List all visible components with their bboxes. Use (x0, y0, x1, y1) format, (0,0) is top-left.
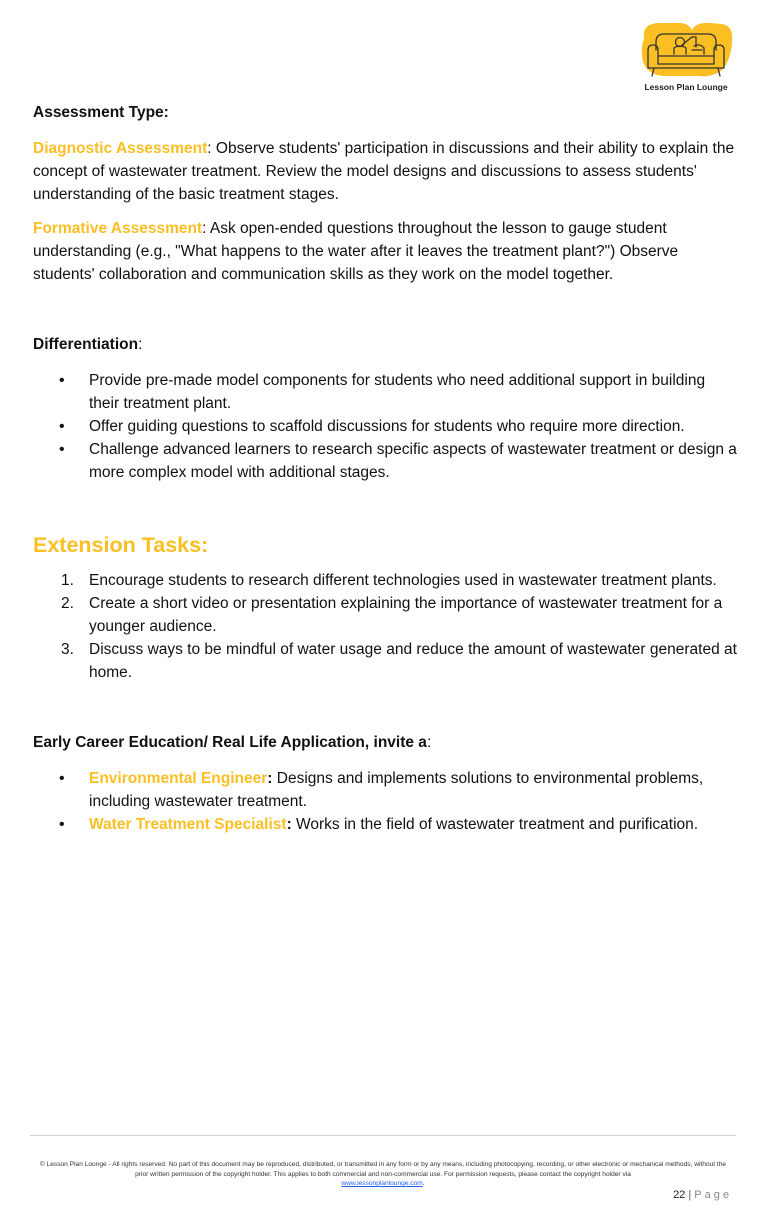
career-role-colon: : (286, 816, 292, 833)
differentiation-heading-line (33, 333, 738, 356)
copyright-text: © Lesson Plan Lounge - All rights reserved. No part of this document may be reproduced, distributed, or transmitted in any form or by any means, including photocopying, recording, or other electronic or mechanical methods, without the prior written permission of the copyright holder. This applies to both commercial and non-commercial use. For permission requests, please contact the copyright holder via (39, 1161, 727, 1178)
assessment-heading: Assessment Type: (33, 104, 169, 121)
career-role-label: Water Treatment Specialist (89, 816, 287, 833)
formative-assessment-paragraph (33, 217, 738, 286)
differentiation-colon: : (138, 336, 143, 353)
list-item (33, 592, 738, 638)
differentiation-heading: Differentiation (33, 336, 139, 353)
page-number-indicator (673, 1189, 732, 1201)
career-heading: Early Career Education/ Real Life Application, invite a (33, 734, 427, 751)
career-list (33, 767, 738, 836)
extension-tasks-title: Extension Tasks: (33, 533, 209, 557)
list-item (33, 569, 738, 592)
list-item: • Offer guiding questions to scaffold discussions for students who require more direction. (33, 415, 738, 438)
list-item: • Provide pre-made model components for students who need additional support in building their treatment plant. (33, 369, 738, 415)
career-colon: : (426, 734, 432, 751)
list-item (33, 638, 738, 684)
diagnostic-assessment-text: : Observe students' participation in discussions and their ability to explain the concept of wastewater treatment. Review the model designs and discussions to assess students' understanding of the basic treatment stages. (33, 140, 735, 203)
logo-text: Lesson Plan Lounge (644, 82, 728, 92)
item-text: Create a short video or presentation explaining the importance of wastewater treatment for a younger audience. (89, 595, 723, 635)
website-link[interactable]: www.lessonplanlounge.com (341, 1180, 423, 1187)
item-number: 1. (61, 572, 74, 589)
page-content (33, 101, 738, 836)
page-separator: | (688, 1189, 692, 1201)
sofa-logo-icon (636, 20, 736, 82)
list-item: • Challenge advanced learners to research specific aspects of wastewater treatment or design a more complex model with additional stages. (33, 438, 738, 484)
career-role-colon: : (267, 770, 273, 787)
career-role-text: Works in the field of wastewater treatment and purification. (291, 816, 699, 833)
link-suffix: . (422, 1180, 425, 1187)
diagnostic-assessment-paragraph (33, 137, 738, 206)
page-number: 22 (673, 1189, 686, 1201)
formative-assessment-label: Formative Assessment (33, 220, 203, 237)
footer-copyright (34, 1160, 732, 1189)
page-word: Page (694, 1189, 732, 1201)
differentiation-list (33, 369, 738, 484)
item-number: 2. (61, 595, 74, 612)
diagnostic-assessment-label: Diagnostic Assessment (33, 140, 208, 157)
career-role-text: Designs and implements solutions to environmental problems, including wastewater treatment. (89, 770, 704, 810)
career-heading-line (33, 731, 738, 754)
item-text: Encourage students to research different technologies used in wastewater treatment plants. (89, 572, 717, 589)
item-text: Discuss ways to be mindful of water usage and reduce the amount of wastewater generated at home. (89, 641, 737, 681)
formative-assessment-text: : Ask open-ended questions throughout the lesson to gauge student understanding (e.g., "What happens to the water after it leaves the treatment plant?") Observe students' collaboration and communication skills as they work on the model together. (33, 220, 679, 283)
lesson-plan-lounge-logo (636, 20, 736, 98)
list-item (33, 813, 738, 836)
footer-divider (30, 1135, 736, 1136)
extension-tasks-list (33, 569, 738, 684)
career-role-label: Environmental Engineer (89, 770, 268, 787)
list-item (33, 767, 738, 813)
item-number: 3. (61, 641, 74, 658)
